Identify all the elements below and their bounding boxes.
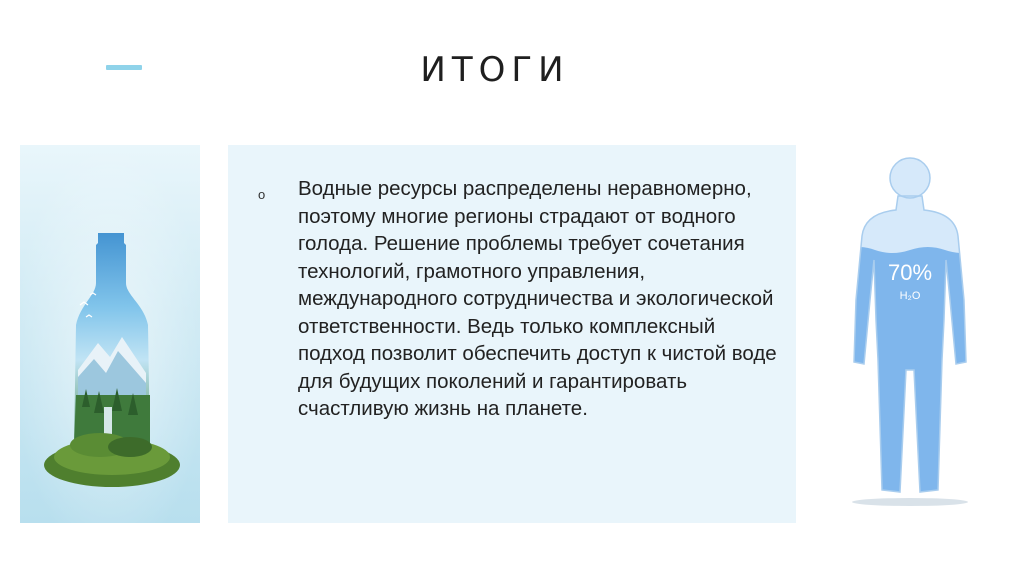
- bottle-landscape-image: [20, 145, 200, 523]
- human-body-water-figure: [840, 150, 980, 520]
- water-percent-label: 70%: [887, 260, 933, 285]
- summary-paragraph: Водные ресурсы распределены неравномерно, поэтому многие регионы страдают от водного голода. Решение проблемы требует сочетания технологий, грамотного управления, международного сотрудничества и экологической ответственности. Ведь только комплексный подход позволит обеспечить доступ к чистой воде для будущих поколений и гарантировать счастливую жизнь на планете.: [298, 177, 777, 420]
- slide-title: ИТОГИ: [420, 50, 570, 90]
- water-formula-label: H₂O: [899, 290, 921, 302]
- bullet-marker: o: [258, 187, 266, 202]
- text-panel: [228, 145, 796, 523]
- accent-bar: [106, 65, 142, 70]
